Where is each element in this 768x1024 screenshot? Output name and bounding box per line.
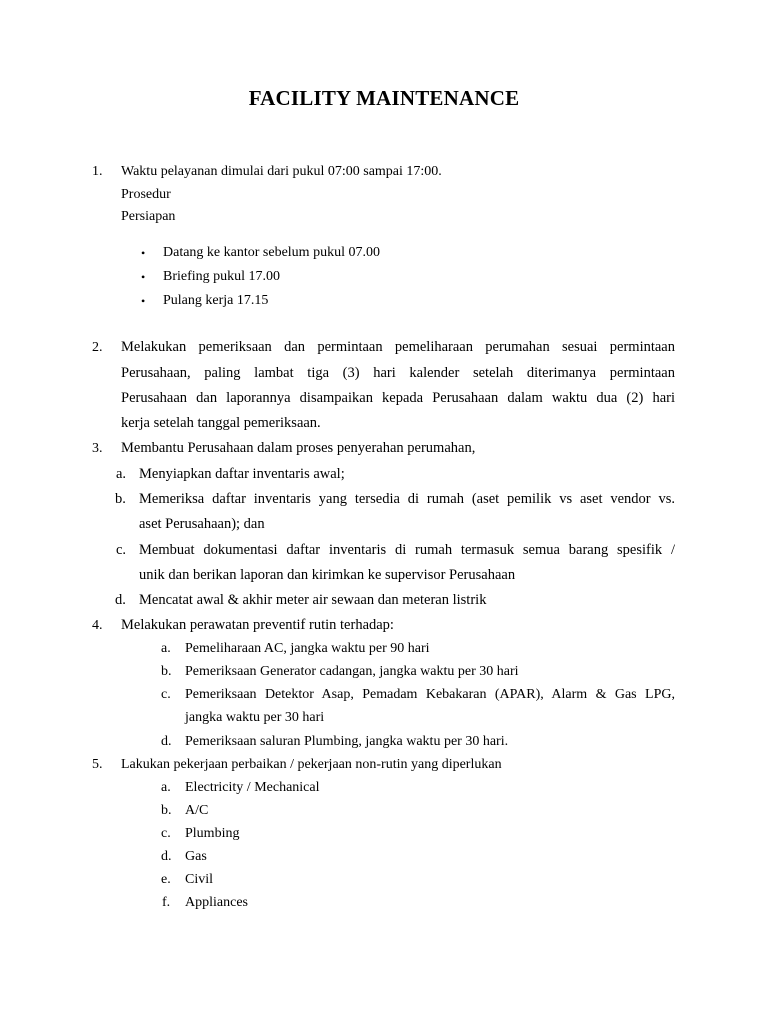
sub-letter: b. xyxy=(115,491,126,507)
sub-letter: c. xyxy=(161,826,171,841)
sub-text: unik dan berikan laporan dan kirimkan ke supervisor Perusahaan xyxy=(139,567,516,583)
sub-text: Memeriksa daftar inventaris yang tersedia di rumah (aset pemilik vs aset vendor vs. xyxy=(139,491,675,507)
item-number: 3. xyxy=(92,441,103,456)
bullet-icon: • xyxy=(141,270,146,284)
sub-letter: f. xyxy=(162,895,171,910)
bullet-text: Datang ke kantor sebelum pukul 07.00 xyxy=(163,245,380,260)
bullet-text: Pulang kerja 17.15 xyxy=(163,293,269,308)
sub-line: Persiapan xyxy=(121,209,176,224)
sub-text: Pemeriksaan Detektor Asap, Pemadam Kebakaran (APAR), Alarm & Gas LPG, xyxy=(185,687,675,702)
item-text: Melakukan perawatan preventif rutin terhadap: xyxy=(121,617,394,633)
item-text: Membantu Perusahaan dalam proses penyerahan perumahan, xyxy=(121,440,476,456)
sub-text: Membuat dokumentasi daftar inventaris di rumah termasuk semua barang spesifik / xyxy=(139,542,675,558)
sub-text: Civil xyxy=(185,872,214,887)
paragraph-line: Perusahaan dan laporannya disampaikan kepada Perusahaan dalam waktu dua (2) hari xyxy=(121,390,675,406)
paragraph-line: Melakukan pemeriksaan dan permintaan pemeliharaan perumahan sesuai permintaan xyxy=(121,339,675,355)
sub-letter: a. xyxy=(161,780,171,795)
item-text: Waktu pelayanan dimulai dari pukul 07:00 sampai 17:00. xyxy=(121,164,442,179)
sub-line: Prosedur xyxy=(121,187,171,202)
sub-text: Pemeriksaan saluran Plumbing, jangka waktu per 30 hari. xyxy=(185,734,509,749)
sub-text: Mencatat awal & akhir meter air sewaan dan meteran listrik xyxy=(139,592,487,608)
sub-text: A/C xyxy=(185,803,209,818)
item-text: Lakukan pekerjaan perbaikan / pekerjaan non-rutin yang diperlukan xyxy=(121,757,502,772)
sub-letter: c. xyxy=(116,542,127,558)
sub-letter: d. xyxy=(161,849,172,864)
bullet-icon: • xyxy=(141,246,146,260)
sub-text: aset Perusahaan); dan xyxy=(139,516,265,532)
sub-text: Plumbing xyxy=(185,826,240,841)
sub-text: jangka waktu per 30 hari xyxy=(185,710,325,725)
page-title: FACILITY MAINTENANCE xyxy=(248,86,520,110)
sub-text: Electricity / Mechanical xyxy=(185,780,320,795)
item-number: 1. xyxy=(92,164,103,179)
bullet-icon: • xyxy=(141,294,146,308)
sub-letter: d. xyxy=(161,734,172,749)
paragraph-line: Perusahaan, paling lambat tiga (3) hari kalender setelah diterimanya permintaan xyxy=(121,365,675,381)
paragraph-line: kerja setelah tanggal pemeriksaan. xyxy=(121,415,321,431)
item-number: 5. xyxy=(92,757,103,772)
sub-letter: b. xyxy=(161,664,172,679)
sub-letter: e. xyxy=(161,872,171,887)
sub-letter: d. xyxy=(115,592,126,608)
sub-text: Gas xyxy=(185,849,207,864)
bullet-text: Briefing pukul 17.00 xyxy=(163,269,281,284)
sub-letter: a. xyxy=(116,466,127,482)
sub-letter: b. xyxy=(161,803,172,818)
item-number: 2. xyxy=(92,340,103,355)
sub-text: Pemeriksaan Generator cadangan, jangka waktu per 30 hari xyxy=(185,664,519,679)
sub-text: Menyiapkan daftar inventaris awal; xyxy=(139,466,345,482)
item-number: 4. xyxy=(92,618,103,633)
sub-letter: c. xyxy=(161,687,171,702)
sub-text: Appliances xyxy=(185,895,248,910)
sub-text: Pemeliharaan AC, jangka waktu per 90 hari xyxy=(185,641,430,656)
sub-letter: a. xyxy=(161,641,171,656)
